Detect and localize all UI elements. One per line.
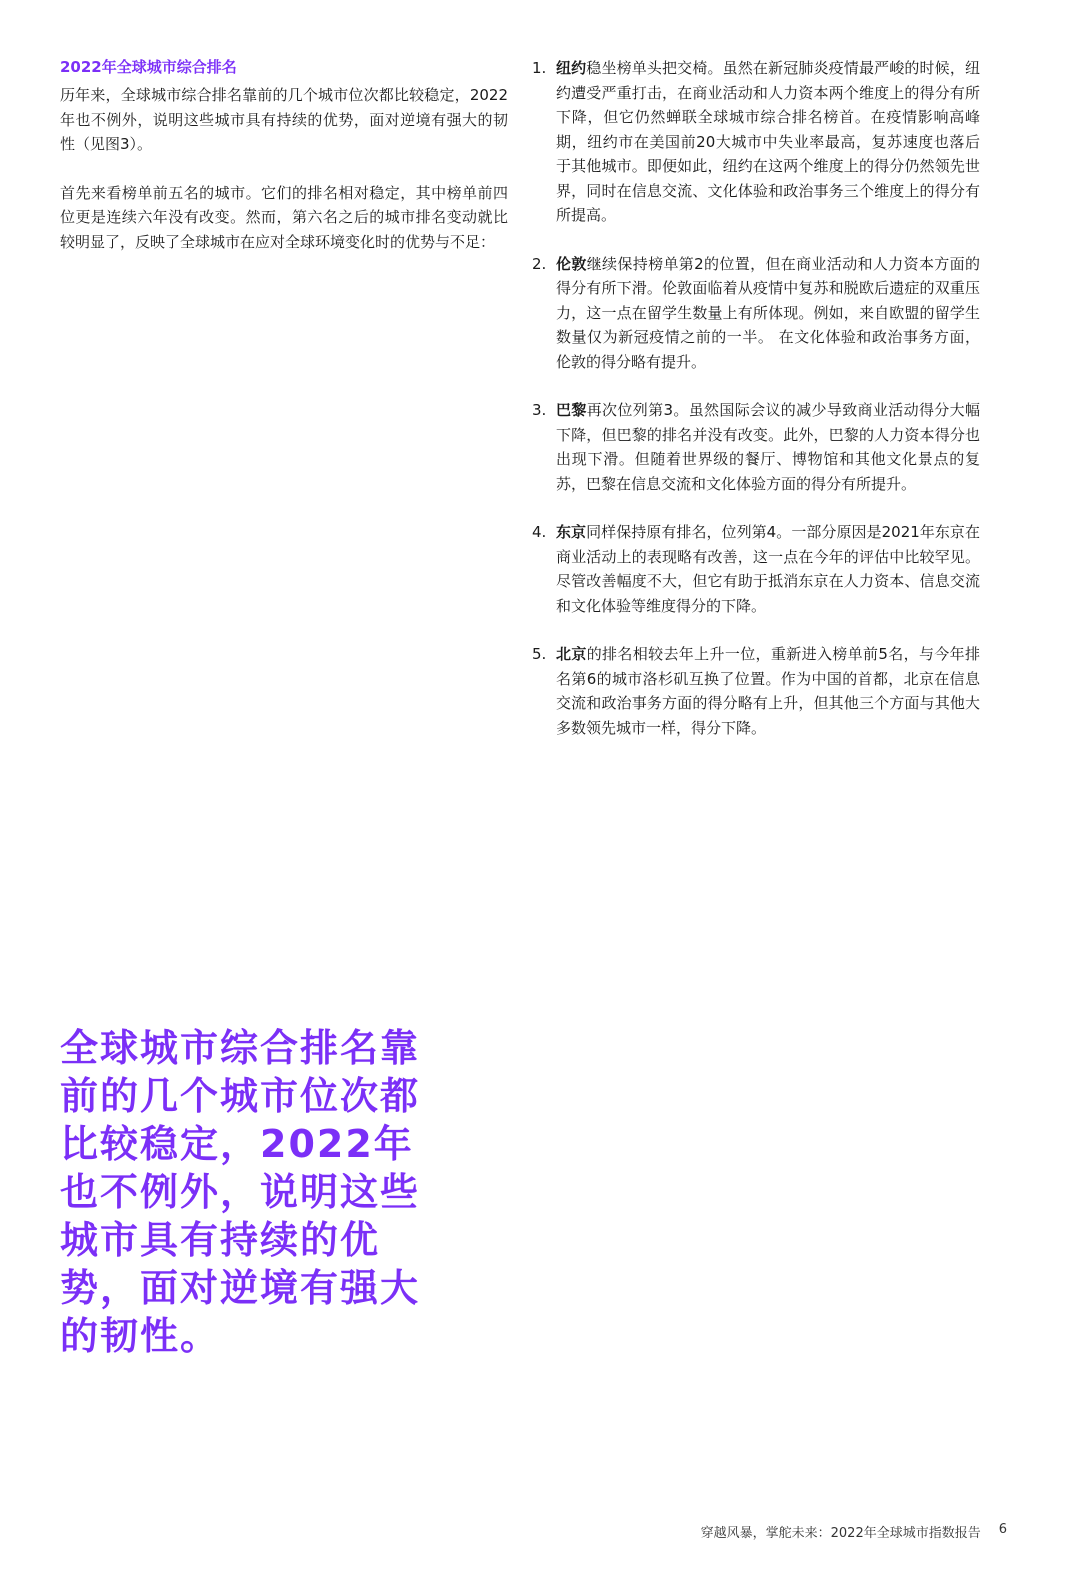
top-five-paragraph: 首先来看榜单前五名的城市。它们的排名相对稳定，其中榜单前四位更是连续六年没有改变。然而，第六名之后的城市排名变动就比较明显了，反映了全球城市在应对全球环境变化时的优势与不足： <box>60 183 508 251</box>
list-item-body <box>556 56 980 228</box>
city-name: 巴黎 <box>556 401 587 419</box>
list-item-body <box>556 252 980 375</box>
list-item-london <box>532 252 980 375</box>
list-item-body <box>556 642 980 740</box>
list-number: 4. <box>532 523 547 541</box>
list-item-tokyo <box>532 520 980 618</box>
list-item-paris <box>532 398 980 496</box>
list-item-beijing <box>532 642 980 740</box>
intro-paragraph: 历年来，全球城市综合排名靠前的几个城市位次都比较稳定，2022年也不例外，说明这些城市具有持续的优势，面对逆境有强大的韧性（见图3）。 <box>60 86 508 153</box>
ranking-list <box>532 56 980 764</box>
section-heading: 2022年全球城市综合排名 <box>60 58 237 76</box>
list-number: 5. <box>532 645 547 663</box>
page-number: 6 <box>998 1522 1007 1537</box>
city-name: 北京 <box>556 645 587 663</box>
footer-title: 穿越风暴，掌舵未来：2022年全球城市指数报告 <box>700 1526 981 1541</box>
city-name: 伦敦 <box>556 254 587 273</box>
list-number: 3. <box>532 401 547 419</box>
list-item-new-york <box>532 56 980 228</box>
pull-quote: 全球城市综合排名靠前的几个城市位次都比较稳定，2022年也不例外，说明这些城市具有持续的优势，面对逆境有强大的韧性。 <box>60 1026 421 1358</box>
city-name: 纽约 <box>556 59 587 77</box>
list-item-text: 的排名相较去年上升一位，重新进入榜单前5名，与今年排名第6的城市洛杉矶互换了位置。作为中国的首都，北京在信息交流和政治事务方面的得分略有上升，但其他三个方面与其他大多数领先城市一样，得分下降。 <box>556 645 980 737</box>
page-footer <box>701 1522 1007 1541</box>
list-item-body <box>556 398 980 496</box>
list-item-text: 同样保持原有排名，位列第4。一部分原因是2021年东京在商业活动上的表现略有改善，这一点在今年的评估中比较罕见。尽管改善幅度不大，但它有助于抵消东京在人力资本、信息交流和文化体验等维度得分的下降。 <box>556 523 980 615</box>
city-name: 东京 <box>556 523 587 541</box>
list-number: 2. <box>532 254 547 273</box>
list-item-text: 稳坐榜单头把交椅。虽然在新冠肺炎疫情最严峻的时候，纽约遭受严重打击，在商业活动和人力资本两个维度上的得分有所下降，但它仍然蝉联全球城市综合排名榜首。在疫情影响高峰期，纽约市在美国前20大城市中失业率最高，复苏速度也落后于其他城市。即便如此，纽约在这两个维度上的得分仍然领先世界，同时在信息交流、文化体验和政治事务三个维度上的得分有所提高。 <box>556 59 980 224</box>
left-column <box>60 56 508 278</box>
list-item-text: 再次位列第3。虽然国际会议的减少导致商业活动得分大幅下降，但巴黎的排名并没有改变。此外，巴黎的人力资本得分也出现下滑。但随着世界级的餐厅、博物馆和其他文化景点的复苏，巴黎在信息交流和文化体验方面的得分有所提升。 <box>556 401 980 493</box>
list-number: 1. <box>532 59 547 77</box>
list-item-text: 继续保持榜单第2的位置，但在商业活动和人力资本方面的得分有所下滑。伦敦面临着从疫情中复苏和脱欧后遗症的双重压力，这一点在留学生数量上有所体现。例如，来自欧盟的留学生数量仅为新冠疫情之前的一半。 在文化体验和政治事务方面，伦敦的得分略有提升。 <box>556 254 980 371</box>
list-item-body <box>556 520 980 618</box>
